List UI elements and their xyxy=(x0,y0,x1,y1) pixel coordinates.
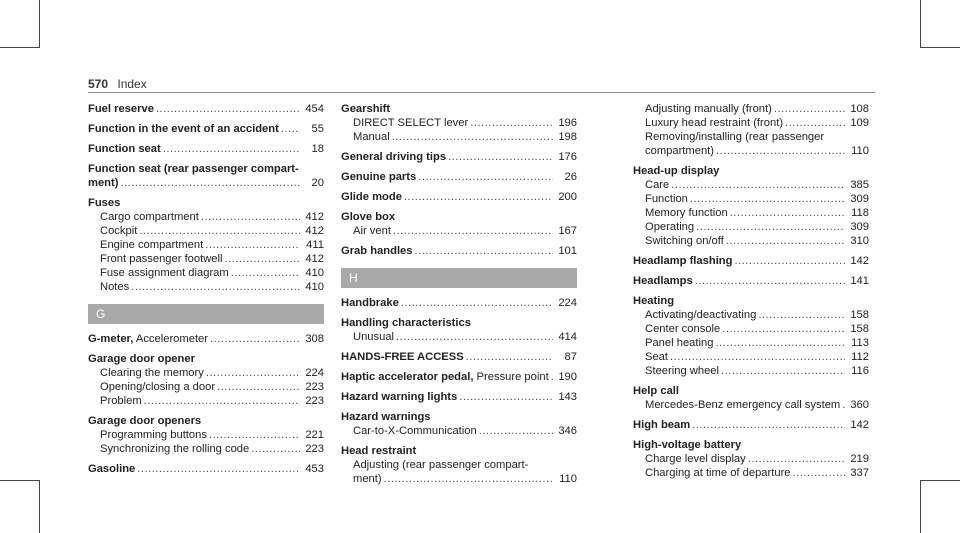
index-entry[interactable] xyxy=(88,142,324,156)
page-ref: 55 xyxy=(311,123,324,135)
leader-dots xyxy=(120,176,300,190)
leader-dots xyxy=(748,452,845,466)
index-subentry[interactable] xyxy=(88,280,324,294)
leader-dots xyxy=(209,428,300,442)
entry-term: ment) xyxy=(88,177,119,189)
entry-term: Operating xyxy=(645,221,695,233)
entry-term: Programming buttons xyxy=(100,429,207,441)
entry-term: Front passenger footwell xyxy=(100,253,223,265)
leader-dots xyxy=(401,296,553,310)
entry-term: Function seat xyxy=(88,143,161,155)
index-column-3 xyxy=(633,102,869,480)
entry-term: Air vent xyxy=(353,225,391,237)
index-subentry[interactable] xyxy=(341,116,577,130)
crop-mark xyxy=(0,480,40,481)
entry-heading: Head restraint xyxy=(341,445,417,457)
index-entry[interactable] xyxy=(341,296,577,310)
page-ref: 309 xyxy=(850,221,869,233)
entry-term: Cargo compartment xyxy=(100,211,199,223)
leader-dots xyxy=(404,190,553,204)
index-subentry[interactable] xyxy=(88,238,324,252)
leader-dots xyxy=(231,266,300,280)
leader-dots xyxy=(137,462,300,476)
entry-heading: Help call xyxy=(633,385,680,397)
page-title: Index xyxy=(117,77,147,91)
subentry-text: Removing/installing (rear passenger xyxy=(645,131,825,143)
entry-term: General driving tips xyxy=(341,151,447,163)
subentry-text: Adjusting (rear passenger compart- xyxy=(353,459,529,471)
leader-dots xyxy=(131,280,300,294)
page-ref: 20 xyxy=(311,177,324,189)
leader-dots xyxy=(448,150,553,164)
leader-dots xyxy=(251,442,300,456)
page-ref: 224 xyxy=(558,297,577,309)
index-subentry[interactable] xyxy=(633,308,869,322)
page-ref: 113 xyxy=(851,337,869,349)
page-number: 570 xyxy=(88,77,109,91)
page-ref: 118 xyxy=(851,207,869,219)
index-subentry[interactable] xyxy=(633,398,869,412)
page-ref: 108 xyxy=(850,103,869,115)
leader-dots xyxy=(396,330,553,344)
page-ref: 310 xyxy=(850,235,869,247)
leader-dots xyxy=(716,144,845,158)
entry-term: Clearing the memory xyxy=(100,367,204,379)
index-subentry[interactable] xyxy=(88,380,324,394)
entry-term: Glide mode xyxy=(341,191,402,203)
page-ref: 167 xyxy=(558,225,577,237)
page-ref: 412 xyxy=(305,253,324,265)
page-ref: 200 xyxy=(558,191,577,203)
index-subentry[interactable] xyxy=(341,472,577,486)
index-subentry[interactable] xyxy=(633,178,869,192)
index-entry[interactable] xyxy=(341,170,577,184)
page-ref: 360 xyxy=(850,399,869,411)
entry-term: Headlamps xyxy=(633,275,693,287)
index-subentry[interactable] xyxy=(341,330,577,344)
page-ref: 224 xyxy=(305,367,324,379)
page-ref: 109 xyxy=(850,117,869,129)
leader-dots xyxy=(217,380,300,394)
page-ref: 116 xyxy=(851,365,869,377)
page-ref: 346 xyxy=(558,425,577,437)
page-ref: 110 xyxy=(851,145,869,157)
entry-heading: High-voltage battery xyxy=(633,439,742,451)
leader-dots xyxy=(726,234,845,248)
entry-term: Mercedes-Benz emergency call system xyxy=(645,399,841,411)
leader-dots xyxy=(144,394,300,408)
entry-term: Care xyxy=(645,179,670,191)
leader-dots xyxy=(470,116,553,130)
entry-term: Grab handles xyxy=(341,245,413,257)
page-ref: 414 xyxy=(558,331,577,343)
header-divider xyxy=(88,92,875,93)
entry-term: Hazard warning lights xyxy=(341,391,458,403)
index-subentry[interactable] xyxy=(341,130,577,144)
page-header xyxy=(88,77,147,91)
entry-term: Memory function xyxy=(645,207,728,219)
leader-dots xyxy=(695,274,845,288)
index-entry[interactable] xyxy=(341,244,577,258)
page-ref: 410 xyxy=(305,267,324,279)
index-subentry[interactable] xyxy=(88,366,324,380)
entry-heading: Fuses xyxy=(88,197,121,209)
leader-dots xyxy=(479,424,553,438)
page-ref: 158 xyxy=(850,309,869,321)
leader-dots xyxy=(785,116,845,130)
leader-dots xyxy=(670,350,845,364)
page-ref: 453 xyxy=(305,463,324,475)
entry-heading: Heating xyxy=(633,295,675,307)
index-subentry[interactable] xyxy=(633,234,869,248)
leader-dots xyxy=(734,254,845,268)
section-letter-h: H xyxy=(341,268,577,288)
page-ref: 412 xyxy=(305,211,324,223)
entry-subterm: Accelerometer xyxy=(133,333,209,345)
index-subentry[interactable] xyxy=(88,266,324,280)
entry-term: Panel heating xyxy=(645,337,714,349)
index-entry[interactable] xyxy=(88,462,324,476)
leader-dots xyxy=(692,418,845,432)
leader-dots xyxy=(205,238,300,252)
leader-dots xyxy=(206,366,300,380)
crop-mark xyxy=(920,47,960,48)
index-entry[interactable] xyxy=(341,390,577,404)
index-entry[interactable] xyxy=(341,370,577,384)
entry-term: Switching on/off xyxy=(645,235,724,247)
leader-dots xyxy=(774,102,845,116)
entry-term: Function xyxy=(645,193,688,205)
entry-heading: Gearshift xyxy=(341,103,391,115)
leader-dots xyxy=(459,390,553,404)
index-subentry[interactable] xyxy=(633,192,869,206)
leader-dots xyxy=(715,336,845,350)
leader-dots xyxy=(418,170,553,184)
leader-dots xyxy=(139,224,300,238)
entry-term: Engine compartment xyxy=(100,239,204,251)
section-letter-g: G xyxy=(88,304,324,324)
entry-term: Function in the event of an accident xyxy=(88,123,279,135)
index-subentry[interactable] xyxy=(633,116,869,130)
leader-dots xyxy=(201,210,300,224)
leader-dots xyxy=(758,308,845,322)
crop-mark xyxy=(920,480,921,533)
page-ref: 190 xyxy=(558,371,577,383)
page-ref: 110 xyxy=(559,473,577,485)
page-ref: 454 xyxy=(305,103,324,115)
entry-term: G-meter, xyxy=(88,333,134,345)
page-ref: 142 xyxy=(850,255,869,267)
page-ref: 198 xyxy=(558,131,577,143)
leader-dots xyxy=(722,322,845,336)
entry-term: Cockpit xyxy=(100,225,138,237)
index-entry[interactable] xyxy=(341,150,577,164)
page-ref: 385 xyxy=(850,179,869,191)
page-ref: 223 xyxy=(305,443,324,455)
entry-term: Handbrake xyxy=(341,297,399,309)
index-subentry[interactable] xyxy=(633,220,869,234)
leader-dots xyxy=(721,364,845,378)
index-subentry[interactable] xyxy=(88,428,324,442)
page-ref: 101 xyxy=(558,245,577,257)
page-ref: 87 xyxy=(564,351,577,363)
leader-dots xyxy=(551,370,553,384)
index-subentry[interactable] xyxy=(633,452,869,466)
index-entry[interactable] xyxy=(88,332,324,346)
leader-dots xyxy=(156,102,300,116)
page-ref: 412 xyxy=(305,225,324,237)
leader-dots xyxy=(393,224,553,238)
page-ref: 223 xyxy=(305,381,324,393)
index-entry[interactable] xyxy=(88,102,324,116)
leader-dots xyxy=(696,220,845,234)
page-ref: 337 xyxy=(850,467,869,479)
index-subentry[interactable] xyxy=(88,224,324,238)
entry-term: Charge level display xyxy=(645,453,746,465)
page-ref: 308 xyxy=(305,333,324,345)
index-subentry[interactable] xyxy=(633,466,869,480)
index-subentry[interactable] xyxy=(341,424,577,438)
entry-term: Genuine parts xyxy=(341,171,417,183)
leader-dots xyxy=(671,178,845,192)
entry-term: Haptic accelerator pedal, xyxy=(341,371,474,383)
entry-term: Headlamp flashing xyxy=(633,255,733,267)
page-ref: 223 xyxy=(305,395,324,407)
page-ref: 143 xyxy=(558,391,577,403)
leader-dots xyxy=(163,142,300,156)
entry-term: Problem xyxy=(100,395,142,407)
crop-mark xyxy=(39,0,40,48)
index-subentry[interactable] xyxy=(633,206,869,220)
leader-dots xyxy=(415,244,554,258)
index-subentry[interactable] xyxy=(88,394,324,408)
crop-mark xyxy=(39,480,40,533)
index-entry[interactable] xyxy=(633,418,869,432)
entry-term: Charging at time of departure xyxy=(645,467,791,479)
leader-dots xyxy=(842,398,845,412)
page-ref: 411 xyxy=(306,239,324,251)
entry-term: Fuel reserve xyxy=(88,103,154,115)
entry-heading: Head-up display xyxy=(633,165,720,177)
index-column-2 xyxy=(341,102,577,486)
entry-term: High beam xyxy=(633,419,691,431)
entry-term: Center console xyxy=(645,323,721,335)
index-subentry[interactable] xyxy=(633,336,869,350)
leader-dots xyxy=(210,332,300,346)
entry-term: Seat xyxy=(645,351,669,363)
entry-heading: Function seat (rear passenger compart- xyxy=(88,163,299,175)
page-ref: 176 xyxy=(558,151,577,163)
entry-heading: Glove box xyxy=(341,211,396,223)
entry-term: Steering wheel xyxy=(645,365,720,377)
leader-dots xyxy=(384,472,553,486)
index-entry[interactable] xyxy=(88,122,324,136)
page-ref: 141 xyxy=(850,275,869,287)
page-ref: 142 xyxy=(850,419,869,431)
leader-dots xyxy=(730,206,845,220)
index-entry[interactable] xyxy=(341,350,577,364)
page-ref: 158 xyxy=(850,323,869,335)
crop-mark xyxy=(920,480,960,481)
entry-heading: Garage door openers xyxy=(88,415,202,427)
crop-mark xyxy=(920,0,921,48)
entry-term: Activating/deactivating xyxy=(645,309,757,321)
index-entry[interactable] xyxy=(88,176,324,190)
entry-term: Opening/closing a door xyxy=(100,381,216,393)
index-subentry[interactable] xyxy=(88,210,324,224)
page-ref: 18 xyxy=(311,143,324,155)
entry-term: ment) xyxy=(353,473,382,485)
entry-term: HANDS-FREE ACCESS xyxy=(341,351,464,363)
entry-term: Fuse assignment diagram xyxy=(100,267,229,279)
index-entry[interactable] xyxy=(633,274,869,288)
entry-term: Luxury head restraint (front) xyxy=(645,117,784,129)
leader-dots xyxy=(793,466,845,480)
index-entry[interactable] xyxy=(341,190,577,204)
page-ref: 26 xyxy=(564,171,577,183)
entry-heading: Hazard warnings xyxy=(341,411,431,423)
leader-dots xyxy=(466,350,553,364)
leader-dots xyxy=(225,252,300,266)
index-subentry[interactable] xyxy=(341,224,577,238)
entry-term: Unusual xyxy=(353,331,395,343)
index-subentry[interactable] xyxy=(633,102,869,116)
index-subentry[interactable] xyxy=(88,442,324,456)
leader-dots xyxy=(690,192,845,206)
entry-term: Synchronizing the rolling code xyxy=(100,443,250,455)
entry-heading: Garage door opener xyxy=(88,353,195,365)
entry-term: DIRECT SELECT lever xyxy=(353,117,469,129)
entry-term: Car-to-X-Communication xyxy=(353,425,477,437)
entry-term: Notes xyxy=(100,281,130,293)
leader-dots xyxy=(281,122,300,136)
page-ref: 410 xyxy=(305,281,324,293)
index-entry[interactable] xyxy=(633,254,869,268)
page-ref: 112 xyxy=(851,351,869,363)
page-ref: 221 xyxy=(305,429,324,441)
index-subentry[interactable] xyxy=(633,364,869,378)
entry-term: compartment) xyxy=(645,145,715,157)
index-subentry[interactable] xyxy=(633,322,869,336)
entry-heading: Handling characteristics xyxy=(341,317,471,329)
page-ref: 196 xyxy=(558,117,577,129)
entry-term: Gasoline xyxy=(88,463,136,475)
crop-mark xyxy=(0,47,40,48)
entry-term: Manual xyxy=(353,131,390,143)
page-ref: 309 xyxy=(850,193,869,205)
page-ref: 219 xyxy=(850,453,869,465)
index-subentry[interactable] xyxy=(633,350,869,364)
leader-dots xyxy=(392,130,553,144)
index-subentry[interactable] xyxy=(88,252,324,266)
index-subentry[interactable] xyxy=(633,144,869,158)
entry-term: Adjusting manually (front) xyxy=(645,103,772,115)
entry-subterm: Pressure point xyxy=(473,371,549,383)
index-column-1 xyxy=(88,102,324,476)
